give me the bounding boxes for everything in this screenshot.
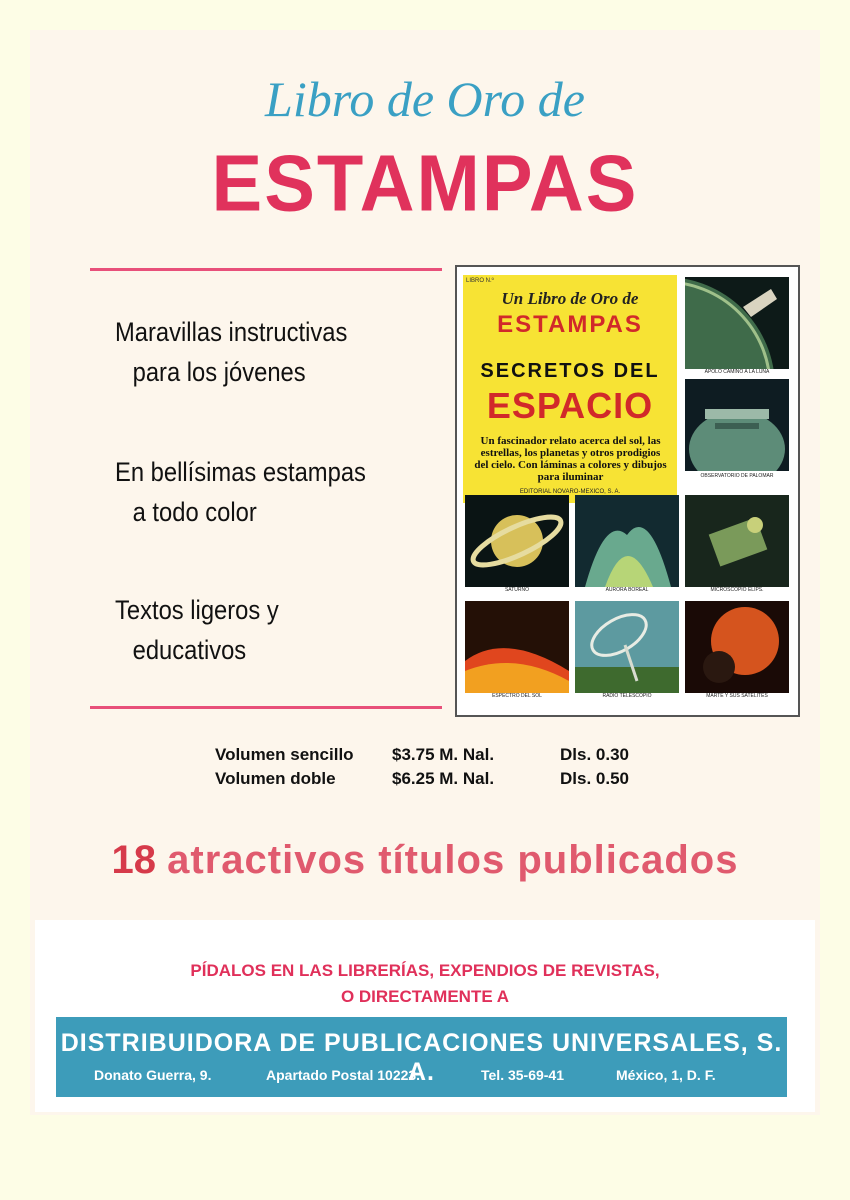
tile-apollo [685, 277, 789, 369]
book-cover [455, 265, 800, 717]
caption-6: ESPECTRO DEL SOL [492, 693, 542, 699]
price-usd-single: Dls. 0.30 [560, 745, 629, 764]
feature-1-line-2: para los jóvenes [132, 357, 306, 387]
titles-count: 18 [111, 838, 157, 882]
distributor-name: DISTRIBUIDORA DE PUBLICACIONES UNIVERSALES, S. A. [60, 1029, 783, 1086]
feature-3 [115, 590, 279, 670]
bottom-divider [90, 706, 442, 709]
feature-3-line-2: educativos [132, 635, 247, 665]
price-usd-double: Dls. 0.50 [560, 769, 629, 788]
header-line-2: ESTAMPAS [211, 138, 639, 229]
price-label-single: Volumen sencillo [215, 745, 354, 764]
caption-2: OBSERVATORIO DE PALOMAR [700, 473, 774, 479]
order-instructions [0, 958, 850, 1010]
order-line-1: PÍDALOS EN LAS LIBRERÍAS, EXPENDIOS DE REVISTAS, [190, 961, 660, 980]
caption-4: AURORA BOREAL [605, 587, 649, 593]
radio-telescope-image [575, 601, 679, 693]
caption-1: APOLO CAMINO A LA LUNA [704, 369, 770, 375]
feature-2-line-2: a todo color [132, 497, 257, 527]
feature-1 [115, 312, 347, 392]
cover-series-big: ESTAMPAS [497, 311, 643, 338]
tile-sun [465, 601, 569, 693]
distributor-banner [56, 1017, 787, 1097]
sun-image [465, 601, 569, 693]
titles-text: atractivos títulos publicados [167, 838, 739, 882]
tile-microscope [685, 495, 789, 587]
distributor-po-box: Apartado Postal 10223. [266, 1067, 421, 1083]
price-mxn-double: $6.25 M. Nal. [392, 769, 495, 788]
cover-description: Un fascinador relato acerca del sol, las estrellas, los planetas y otros prodigios del cielo. Con láminas a colores y dibujos para iluminar [474, 435, 667, 483]
feature-2 [115, 452, 366, 532]
tile-radio-telescope [575, 601, 679, 693]
feature-2-line-1: En bellísimas estampas [115, 457, 366, 487]
header-line-1: Libro de Oro de [265, 71, 585, 127]
caption-5: MICROSCOPIO ELIPS. [710, 587, 764, 593]
distributor-phone: Tel. 35-69-41 [481, 1067, 565, 1083]
cover-publisher: EDITORIAL NOVARO-MEXICO, S. A. [519, 489, 621, 495]
cover-series: Un Libro de Oro de [501, 289, 639, 308]
titles-headline [0, 838, 850, 883]
caption-3: SATURNO [504, 587, 530, 593]
tile-saturn [465, 495, 569, 587]
tile-aurora [575, 495, 679, 587]
cover-title-2: ESPACIO [486, 385, 654, 426]
price-mxn-single: $3.75 M. Nal. [392, 745, 495, 764]
microscope-image [685, 495, 789, 587]
feature-1-line-1: Maravillas instructivas [115, 317, 348, 347]
order-line-2: O DIRECTAMENTE A [340, 987, 510, 1006]
saturn-image [465, 495, 569, 587]
mars-image [685, 601, 789, 693]
cover-title-1: SECRETOS DEL [480, 360, 660, 382]
distributor-city: México, 1, D. F. [616, 1067, 716, 1083]
caption-8: MARTE Y SUS SATELITES [706, 693, 768, 699]
caption-7: RADIO TELESCOPIO [602, 693, 652, 699]
book-number: LIBRO N.º [466, 278, 494, 284]
top-divider [90, 268, 442, 271]
aurora-image [575, 495, 679, 587]
price-label-double: Volumen doble [215, 769, 336, 788]
cover-title-panel [463, 275, 677, 503]
tile-mars [685, 601, 789, 693]
tile-observatory [685, 379, 789, 471]
feature-3-line-1: Textos ligeros y [115, 595, 279, 625]
observatory-image [685, 379, 789, 471]
distributor-street: Donato Guerra, 9. [94, 1067, 212, 1083]
apollo-image [685, 277, 789, 369]
